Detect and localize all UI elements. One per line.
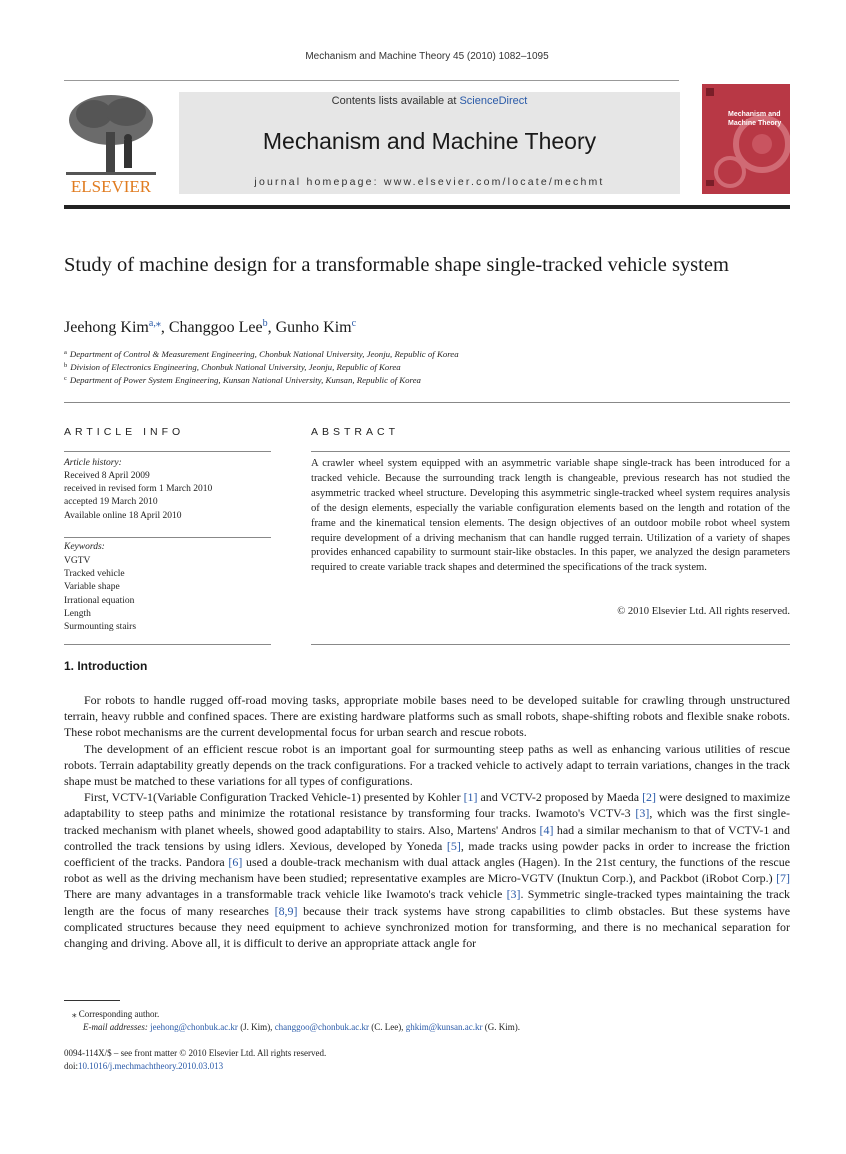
abstract-end-divider [311, 644, 790, 645]
author-separator: , [160, 319, 169, 336]
history-item: received in revised form 1 March 2010 [64, 484, 213, 494]
doi-line [64, 1061, 223, 1071]
citation-link[interactable]: [1] [463, 790, 478, 805]
affiliation [64, 349, 459, 359]
affiliation-key: c [64, 375, 67, 382]
history-item: accepted 19 March 2010 [64, 497, 158, 507]
paragraph-text: There are many advantages in a transformable track vehicle like Iwamoto's track vehicle [64, 887, 507, 902]
paragraph-text: used a double-track mechanism with dual attack angles (Hagen). In the 21st century, the functions of the rescue robot as well as the driving mechanism have been studied; representative examples are Micro-VGTV (Inuktun Corp.), and Packbot (iRobot Corp.) [64, 855, 790, 886]
keyword: Irrational equation [64, 596, 135, 606]
citation-link[interactable]: [6] [228, 855, 243, 870]
email-owner: (G. Kim). [482, 1022, 520, 1032]
paragraph-text: First, VCTV-1(Variable Configuration Tracked Vehicle-1) presented by Kohler [84, 790, 464, 805]
article-title: Study of machine design for a transformable shape single-tracked vehicle system [64, 254, 729, 276]
abstract-heading: ABSTRACT [311, 426, 400, 438]
journal-homepage[interactable]: journal homepage: www.elsevier.com/locate/mechmt [254, 176, 605, 188]
paragraph-text: were designed to maximize adaptability to steep paths and minimize the rotational resistance by transforming four tracks. Iwamoto's VCTV-3 [64, 790, 791, 821]
email-addresses [83, 1022, 520, 1032]
citation-link[interactable]: [3] [506, 887, 521, 902]
front-matter: 0094-114X/$ – see front matter © 2010 Elsevier Ltd. All rights reserved. [64, 1048, 327, 1058]
citation-link[interactable]: [8,9] [274, 903, 298, 918]
paragraph-text: had a similar mechanism to that of VCTV-1 and controlled the track tensions by using idlers. Xevious, developed by Yoneda [64, 822, 790, 853]
header-thick-rule [64, 205, 790, 209]
doi-prefix: doi: [64, 1061, 79, 1071]
paragraph-text: , which was the first single-tracked mechanism with planet wheels, showed good adaptability to stairs. Also, Martens' Andros [64, 806, 790, 837]
author-name[interactable]: Changgoo Lee [168, 319, 263, 336]
keywords-divider [64, 537, 271, 538]
article-info-divider [64, 451, 271, 452]
author-name[interactable]: Gunho Kim [275, 319, 352, 336]
journal-banner [179, 92, 680, 194]
title-divider [64, 402, 790, 403]
corresponding-author-note: ⁎ Corresponding author. [72, 1009, 160, 1019]
journal-title: Mechanism and Machine Theory [262, 128, 597, 154]
history-item: Available online 18 April 2010 [64, 511, 182, 521]
keywords-label: Keywords: [64, 542, 105, 552]
abstract-text: A crawler wheel system equipped with an asymmetric variable shape single-track has been introduced for a tracked vehicle. Because the surrounding track length is changeable, previous research has not studied the asymmetric tracked wheel structure. Developing this asymmetric single-tracked wheel system requires analysis of the design elements, especially the variable configuration elements based on the length and rotation of the frame and the kinematical tension elements. The design objectives of an outdoor mobile robot wheel system require development of a driving mechanism that can handle rugged terrain. Utilization of a variety of shapes provides enhanced capability to surmount stair-like obstacles. In this paper, we analyzed the design parameters required to create variable track shapes and determined the specifications of the track system. [311, 458, 790, 574]
affiliation-key: a [64, 349, 67, 356]
email-link[interactable]: jeehong@chonbuk.ac.kr [150, 1022, 238, 1032]
abstract-divider [311, 451, 790, 452]
history-item: Received 8 April 2009 [64, 471, 150, 481]
introduction-body [64, 692, 790, 951]
email-link[interactable]: ghkim@kunsan.ac.kr [405, 1022, 483, 1032]
keyword: Tracked vehicle [64, 569, 125, 579]
paragraph-text: , made tracks using powder packs in order to increase the friction coefficient of the tracks. Pandora [64, 838, 790, 870]
author-affil-marker[interactable]: c [351, 318, 357, 329]
email-link[interactable]: changgoo@chonbuk.ac.kr [274, 1022, 369, 1032]
keyword: Surmounting stairs [64, 622, 137, 632]
author-list [64, 318, 356, 337]
paragraph-text: because their track systems have strong capabilities to climb obstacles. But these systems have complicated structures because they need equipment to achieve synchronized motion for transforming, and there is no mechanical separation for changing and driving. Above all, it is difficult to derive an appropriate attack angle for [64, 903, 790, 951]
keyword: VGTV [64, 556, 91, 566]
author-affil-marker[interactable]: a,⁎ [148, 318, 161, 329]
affiliation [64, 362, 401, 372]
doi-link[interactable]: 10.1016/j.mechmachtheory.2010.03.013 [78, 1061, 224, 1071]
citation-link[interactable]: [3] [635, 806, 650, 821]
journal-reference: Mechanism and Machine Theory 45 (2010) 1082–1095 [305, 51, 549, 62]
elsevier-logo [64, 92, 158, 196]
contents-prefix: Contents lists available at [331, 95, 460, 107]
affiliation-text: Department of Power System Engineering, Kunsan National University, Kunsan, Republic of Korea [69, 375, 421, 385]
article-info-end-divider [64, 644, 271, 645]
email-label: E-mail addresses: [83, 1022, 151, 1032]
affiliation [64, 375, 421, 385]
paragraph-text: and VCTV-2 proposed by Maeda [477, 790, 643, 805]
elsevier-tree-icon [64, 92, 158, 196]
citation-link[interactable]: [7] [776, 871, 790, 886]
keyword: Length [64, 609, 91, 619]
cover-gear-icon [702, 84, 790, 194]
affiliation-text: Division of Electronics Engineering, Chonbuk National University, Jeonju, Republic of Korea [70, 362, 401, 372]
elsevier-wordmark: ELSEVIER [70, 177, 152, 196]
citation-link[interactable]: [5] [446, 838, 461, 853]
email-owner: (C. Lee), [368, 1022, 406, 1032]
citation-link[interactable]: [4] [539, 822, 554, 837]
article-info-heading: ARTICLE INFO [64, 426, 185, 438]
author-name[interactable]: Jeehong Kim [64, 319, 149, 336]
sciencedirect-link[interactable]: ScienceDirect [459, 95, 528, 107]
author-affil-marker[interactable]: b [262, 318, 268, 329]
contents-line [179, 95, 680, 107]
email-owner: (J. Kim), [237, 1022, 275, 1032]
section-heading-introduction: 1. Introduction [64, 659, 148, 673]
cover-title: Mechanism and Machine Theory [728, 111, 782, 127]
affiliation-key: b [64, 362, 68, 369]
paragraph-text: . Symmetric single-tracked types maintaining the track length are the focus of many researches [64, 887, 790, 918]
paragraph: The development of an efficient rescue robot is an important goal for surmounting steep paths as well as enhancing various utilities of rescue robots. Terrain adaptability greatly depends on the track configurations. For a tracked vehicle to actively adapt to terrain variations, changes in the track shape must be matched to these variations for all types of configurations. [64, 741, 790, 789]
affiliation-text: Department of Control & Measurement Engineering, Chonbuk National University, Jeonju, Republic of Korea [69, 349, 459, 359]
paragraph [64, 789, 790, 951]
journal-cover [702, 84, 790, 194]
paragraph: For robots to handle rugged off-road moving tasks, appropriate mobile bases need to be developed suitable for crawling through unstructured terrain, heavy rubble and confined spaces. There are existing hardware platforms such as small robots, shape-shifting robots and flexible snake robots. These robot mechanisms are the current developmental focus for urban search and rescue robots. [64, 693, 790, 740]
header-divider [64, 80, 679, 81]
citation-link[interactable]: [2] [642, 790, 656, 805]
abstract-copyright: © 2010 Elsevier Ltd. All rights reserved. [617, 606, 790, 617]
history-label: Article history: [64, 458, 122, 468]
keyword: Variable shape [64, 582, 120, 592]
author-separator: , [267, 319, 276, 336]
footnote-rule [64, 1000, 120, 1001]
